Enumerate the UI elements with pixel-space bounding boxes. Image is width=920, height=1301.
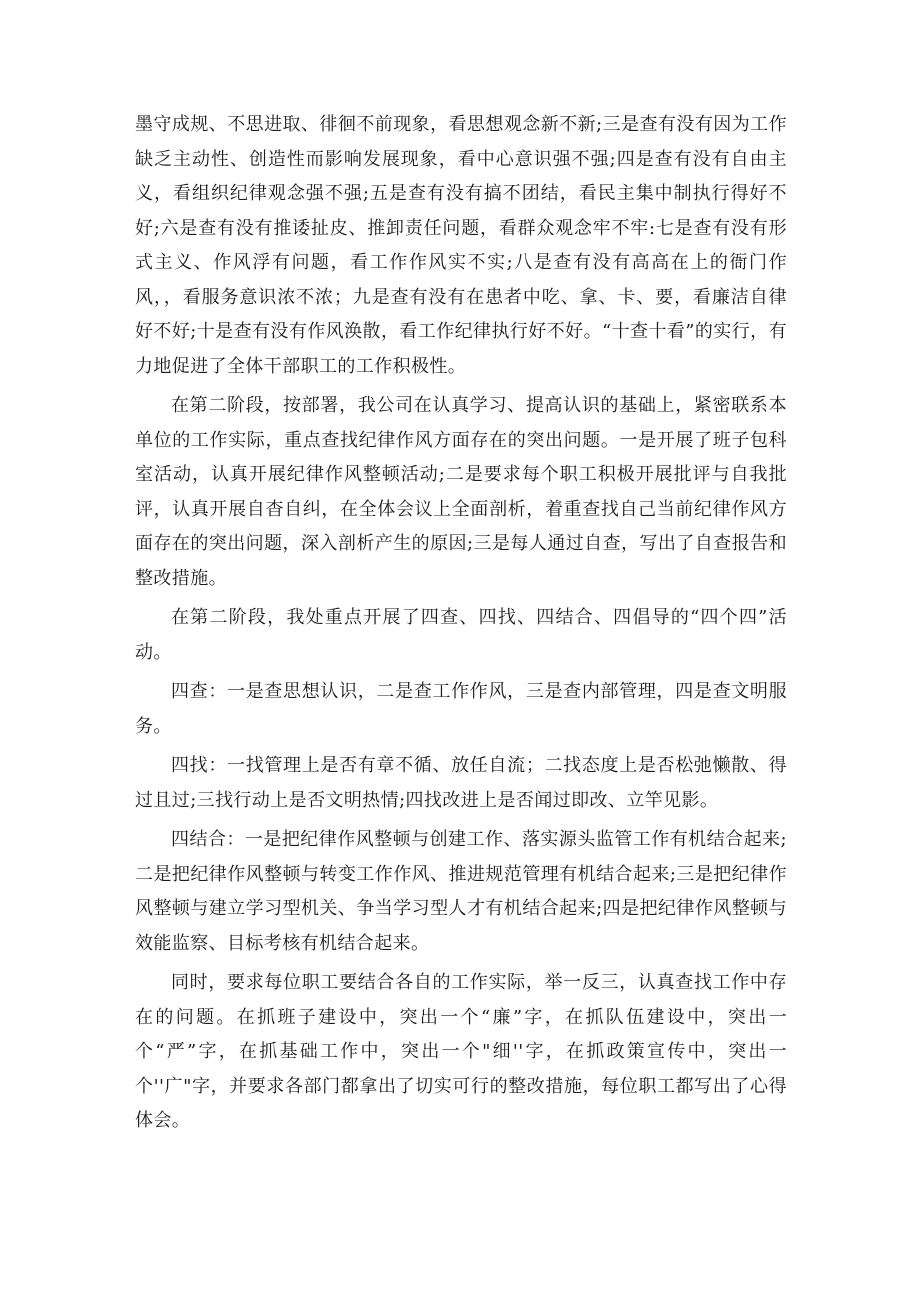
paragraph-four-finds: 四找：一找管理上是否有章不循、放任自流；二找态度上是否松弛懒散、得过且过;三找行动上是否文明热情;四找改进上是否闻过即改、立竿见影。 — [135, 755, 787, 811]
paragraph-four-fours-intro: 在第二阶段，我处重点开展了四查、四找、四结合、四倡导的“四个四”活动。 — [135, 607, 787, 663]
paragraph-second-stage-company: 在第二阶段，按部署，我公司在认真学习、提高认识的基础上，紧密联系本单位的工作实际，重点查找纪律作风方面存在的突出问题。一是开展了班子包科室活动，认真开展纪律作风整顿活动;二是要求每个职工积极开展批评与自我批评，认真开展自杳自纠，在全体会议上全面剖析，着重查找自己当前纪律作风方面存在的突出问题，深入剖析产生的原因;三是每人通过自查，写出了自查报告和整改措施。 — [135, 395, 787, 589]
paragraph-four-checks: 四查：一是查思想认识，二是查工作作风，三是查内部管理，四是查文明服务。 — [135, 681, 787, 737]
document-page — [135, 108, 787, 1144]
paragraph-meanwhile: 同时，要求每位职工要结合各自的工作实际，举一反三，认真查找工作中存在的问题。在抓班子建设中，突出一个“廉”字，在抓队伍建设中，突出一个“严”字，在抓基础工作中，突出一个"细''字，在抓政策宣传中，突出一个''广"字，并要求各部门都拿出了切实可行的整改措施，每位职工都写出了心得体会。 — [135, 972, 787, 1131]
paragraph-ten-checks-continued: 墨守成规、不思进取、徘徊不前现象，看思想观念新不新;三是查有没有因为工作缺乏主动性、创造性而影响发展现象，看中心意识强不强;四是查有没有自由主义，看组织纪律观念强不强;五是查有没有搞不团结，看民主集中制执行得好不好;六是查有没有推诿扯皮、推卸责任问题，看群众观念牢不牢:七是查有没有形式主义、作风浮有问题，看工作作风实不实;八是查有没有高高在上的衙门作风，，看服务意识浓不浓；九是查有没有在患者中吃、拿、卡、要，看廉洁自律好不好;十是查有没有作风涣散，看工作纪律执行好不好。“十查十看”的实行，有力地促进了全体干部职工的工作积极性。 — [135, 114, 787, 377]
paragraph-four-combinations: 四结合：一是把纪律作风整顿与创建工作、落实源头监管工作有机结合起来;二是把纪律作风整顿与转变工作作风、推进规范管理有机结合起来;三是把纪律作风整顿与建立学习型机关、争当学习型人才有机结合起来;四是把纪律作风整顿与效能监察、目标考核有机结合起来。 — [135, 829, 787, 954]
